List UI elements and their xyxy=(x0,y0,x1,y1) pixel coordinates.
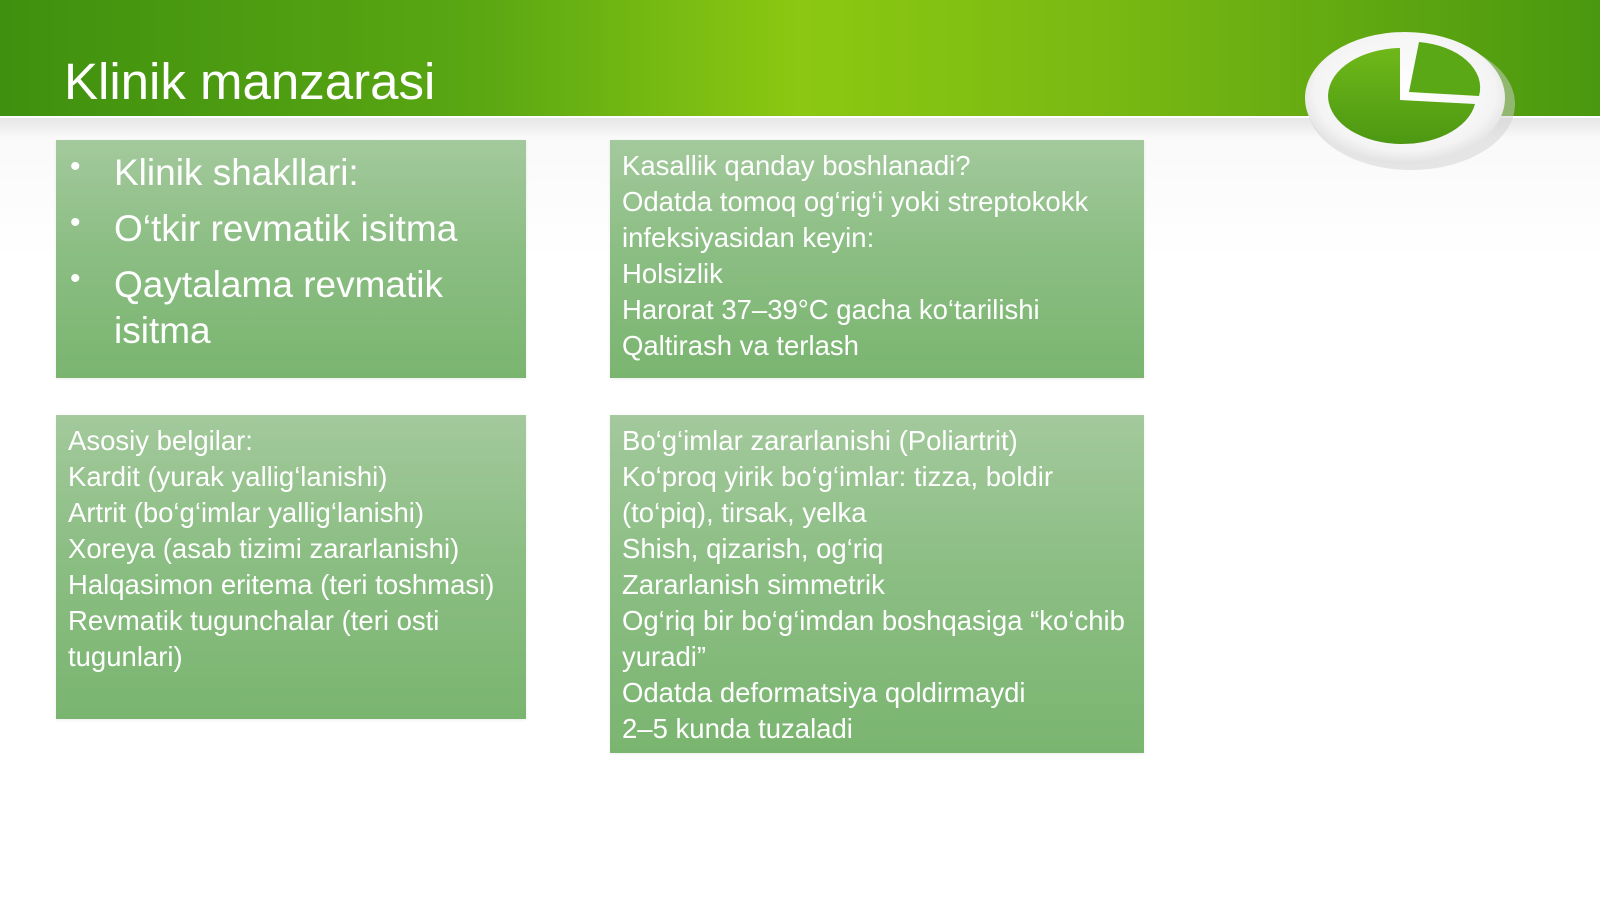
text-line: Zararlanish simmetrik xyxy=(622,569,885,600)
joint-damage-list xyxy=(622,423,1132,747)
text-line: Revmatik tugunchalar (teri osti tugunlari) xyxy=(68,605,440,672)
text-line: Kardit (yurak yallig‘lanishi) xyxy=(68,461,388,492)
pie-logo-icon xyxy=(1305,22,1530,172)
text-line: Og‘riq bir bo‘g‘imdan boshqasiga “ko‘chib yuradi” xyxy=(622,605,1125,672)
main-signs-list xyxy=(68,423,514,675)
text-line: Kasallik qanday boshlanadi? xyxy=(622,150,971,181)
text-line: Odatda tomoq og‘rig‘i yoki streptokokk infeksiyasidan keyin: xyxy=(622,186,1089,253)
list-item: • Klinik shakllari: xyxy=(68,150,514,196)
disease-onset-box xyxy=(610,140,1144,378)
text-line: Bo‘g‘imlar zararlanishi (Poliartrit) xyxy=(622,425,1018,456)
text-line: 2–5 kunda tuzaladi xyxy=(622,713,853,744)
main-signs-box xyxy=(56,415,526,719)
text-line: Qaltirash va terlash xyxy=(622,330,859,361)
text-line: Artrit (bo‘g‘imlar yallig‘lanishi) xyxy=(68,497,425,528)
list-item: • Qaytalama revmatik isitma xyxy=(68,262,514,354)
list-item: • O‘tkir revmatik isitma xyxy=(68,206,514,252)
clinical-forms-box xyxy=(56,140,526,378)
clinical-forms-list xyxy=(68,150,514,354)
text-line: Odatda deformatsiya qoldirmaydi xyxy=(622,677,1026,708)
text-line: Xoreya (asab tizimi zararlanishi) xyxy=(68,533,460,564)
text-line: Ko‘proq yirik bo‘g‘imlar: tizza, boldir (to‘piq), tirsak, yelka xyxy=(622,461,1053,528)
text-line: Halqasimon eritema (teri toshmasi) xyxy=(68,569,495,600)
slide-title: Klinik manzarasi xyxy=(64,53,436,110)
text-line: Harorat 37–39°C gacha ko‘tarilishi xyxy=(622,294,1040,325)
text-line: Asosiy belgilar: xyxy=(68,425,253,456)
text-line: Shish, qizarish, og‘riq xyxy=(622,533,884,564)
joint-damage-box xyxy=(610,415,1144,753)
disease-onset-list xyxy=(622,148,1132,364)
text-line: Holsizlik xyxy=(622,258,723,289)
